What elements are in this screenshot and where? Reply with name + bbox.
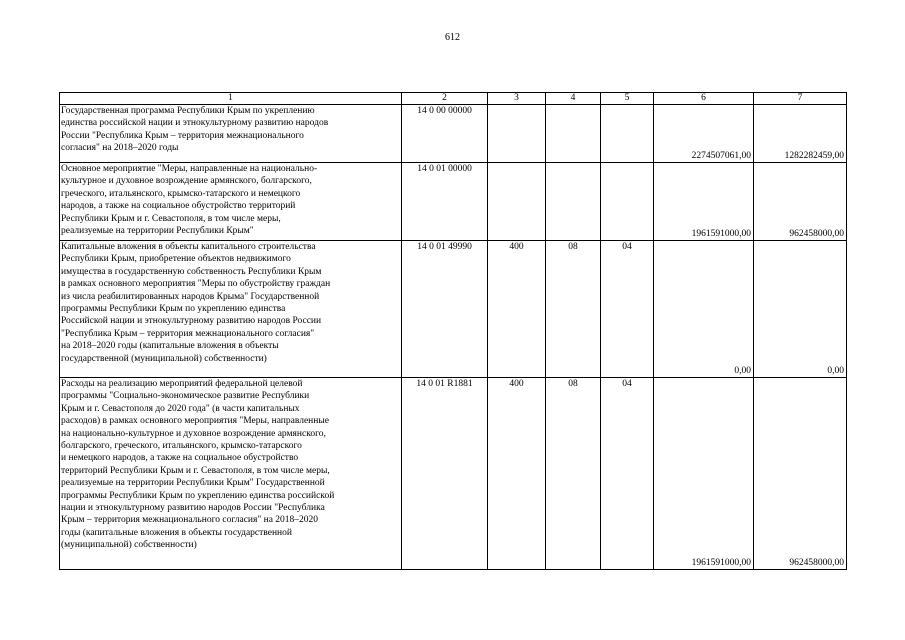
table-row: [60, 241, 847, 378]
col-header-5: 5: [601, 93, 654, 105]
row-col5: [601, 105, 654, 163]
row-amount-col7: 962458000,00: [754, 378, 847, 570]
row-amount-col6: 0,00: [654, 241, 754, 378]
col-header-4: 4: [546, 93, 601, 105]
col-header-6: 6: [654, 93, 754, 105]
table-row: [60, 163, 847, 241]
table-row: [60, 105, 847, 163]
row-description: Государственная программа Республики Крым по укреплению единства российской нации и этнокультурному развитию народов России "Республика Крым – территория межнационального согласия" на 2018–2020 годы: [60, 105, 402, 163]
row-col5: [601, 163, 654, 241]
row-col4: [546, 105, 601, 163]
row-col4: [546, 163, 601, 241]
row-col3: 400: [488, 378, 546, 570]
row-amount-col6: 1961591000,00: [654, 378, 754, 570]
row-code: 14 0 01 00000: [402, 163, 488, 241]
row-amount-col7: 1282282459,00: [754, 105, 847, 163]
row-description: Основное мероприятие "Меры, направленные на национально- культурное и духовное возрождение армянского, болгарского, греческого, итальянского, крымско-татарского и немецкого народов, а также на социальное обустройство территорий Республики Крым и г. Севастополя, в том числе меры, реализуемые на территории Республики Крым": [60, 163, 402, 241]
row-amount-col6: 1961591000,00: [654, 163, 754, 241]
row-description: Капитальные вложения в объекты капитального строительства Республики Крым, приобретение объектов недвижимого имущества в государственную собственность Республики Крым в рамках основного мероприятия "Меры по обустройству граждан из числа реабилитированных народов Крыма" Государственной программы Республики Крым по укреплению единства Российской нации и этнокультурному развитию народов России "Республика Крым – территория межнационального согласия" на 2018–2020 годы (капитальные вложения в объекты государственной (муниципальной) собственности): [60, 241, 402, 378]
row-col3: [488, 105, 546, 163]
page-number: 612: [445, 32, 460, 43]
col-header-3: 3: [488, 93, 546, 105]
row-col4: 08: [546, 241, 601, 378]
row-col4: 08: [546, 378, 601, 570]
col-header-7: 7: [754, 93, 847, 105]
col-header-2: 2: [402, 93, 488, 105]
row-col3: 400: [488, 241, 546, 378]
row-col5: 04: [601, 241, 654, 378]
budget-table: [59, 92, 847, 570]
row-code: 14 0 01 R1881: [402, 378, 488, 570]
row-amount-col6: 2274507061,00: [654, 105, 754, 163]
row-amount-col7: 0,00: [754, 241, 847, 378]
row-description: Расходы на реализацию мероприятий федеральной целевой программы "Социально-экономическое развитие Республики Крым и г. Севастополя до 2020 года" (в части капитальных расходов) в рамках основного мероприятия "Меры, направленные на национально-культурное и духовное возрождение армянского, болгарского, греческого, итальянского, крымско-татарского и немецкого народов, а также на социальное обустройство территорий Республики Крым и г. Севастополя, в том числе меры, реализуемые на территории Республики Крым" Государственной программы Республики Крым по укреплению единства российской нации и этнокультурному развитию народов России "Республика Крым – территория межнационального согласия" на 2018–2020 годы (капитальные вложения в объекты государственной (муниципальной) собственности): [60, 378, 402, 570]
row-code: 14 0 01 49990: [402, 241, 488, 378]
row-col3: [488, 163, 546, 241]
header-row: [60, 93, 847, 105]
col-header-1: 1: [60, 93, 402, 105]
table-row: [60, 378, 847, 570]
row-code: 14 0 00 00000: [402, 105, 488, 163]
row-col5: 04: [601, 378, 654, 570]
row-amount-col7: 962458000,00: [754, 163, 847, 241]
